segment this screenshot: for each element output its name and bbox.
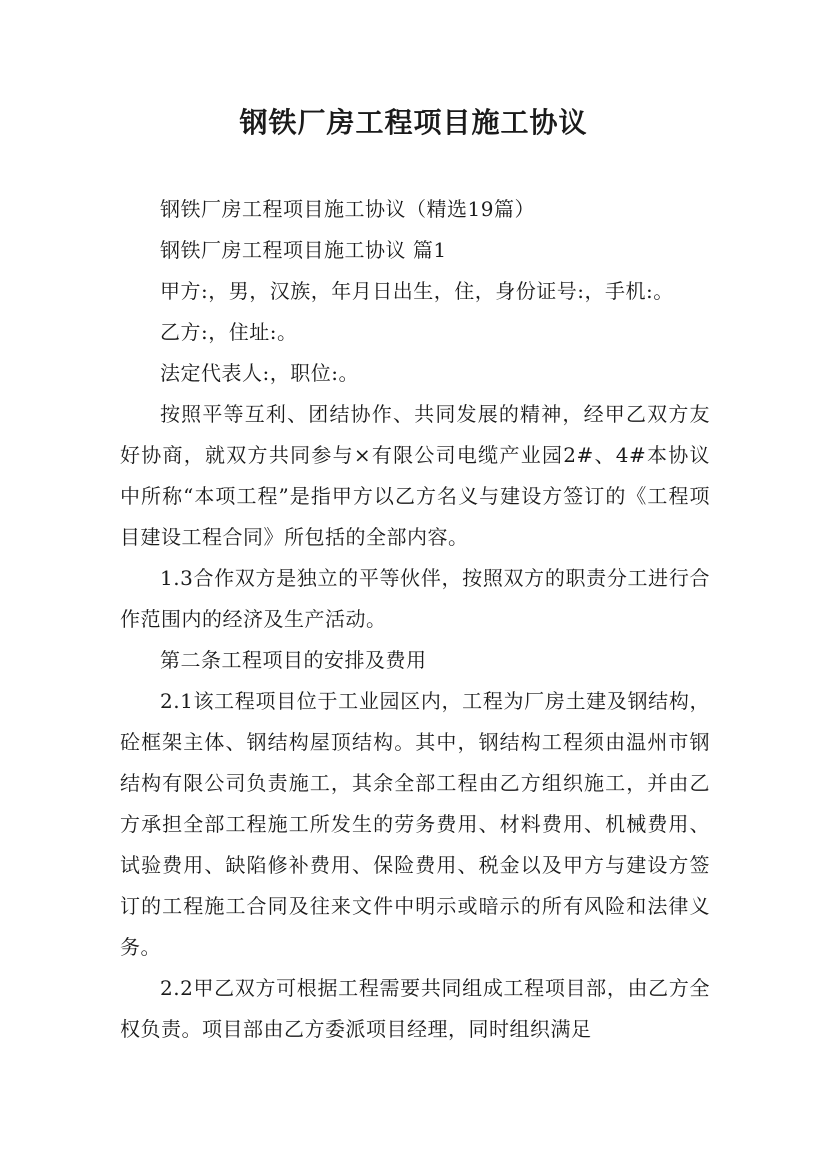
paragraph-article-2-heading: 第二条工程项目的安排及费用 — [160, 648, 427, 672]
paragraph-clause-2-2: 2.2甲乙双方可根据工程需要共同组成工程项目部，由乙方全权负责。项目部由乙方委派项目经理，同时组织满足 — [120, 976, 710, 1041]
paragraph-subtitle: 钢铁厂房工程项目施工协议（精选19篇） — [160, 197, 535, 221]
paragraph-legal-representative: 法定代表人:，职位:。 — [160, 361, 359, 385]
document-title: 钢铁厂房工程项目施工协议 — [239, 106, 588, 139]
document-body — [120, 189, 710, 1050]
paragraph-section-heading: 钢铁厂房工程项目施工协议 篇1 — [160, 238, 447, 262]
paragraph-clause-2-1: 2.1该工程项目位于工业园区内，工程为厂房土建及钢结构，砼框架主体、钢结构屋顶结构。其中，钢结构工程须由温州市钢结构有限公司负责施工，其余全部工程由乙方组织施工，并由乙方承担全部工程施工所发生的劳务费用、材料费用、机械费用、试验费用、缺陷修补费用、保险费用、税金以及甲方与建设方签订的工程施工合同及往来文件中明示或暗示的所有风险和法律义务。 — [120, 689, 710, 959]
paragraph-preamble: 按照平等互利、团结协作、共同发展的精神，经甲乙双方友好协商，就双方共同参与×有限公司电缆产业园2#、4#本协议中所称“本项工程”是指甲方以乙方名义与建设方签订的《工程项目建设工程合同》所包括的全部内容。 — [120, 402, 710, 549]
paragraph-party-a: 甲方:，男，汉族，年月日出生，住，身份证号:，手机:。 — [160, 279, 674, 303]
paragraph-party-b: 乙方:，住址:。 — [160, 320, 298, 344]
paragraph-clause-1-3: 1.3合作双方是独立的平等伙伴，按照双方的职责分工进行合作范围内的经济及生产活动。 — [120, 566, 710, 631]
